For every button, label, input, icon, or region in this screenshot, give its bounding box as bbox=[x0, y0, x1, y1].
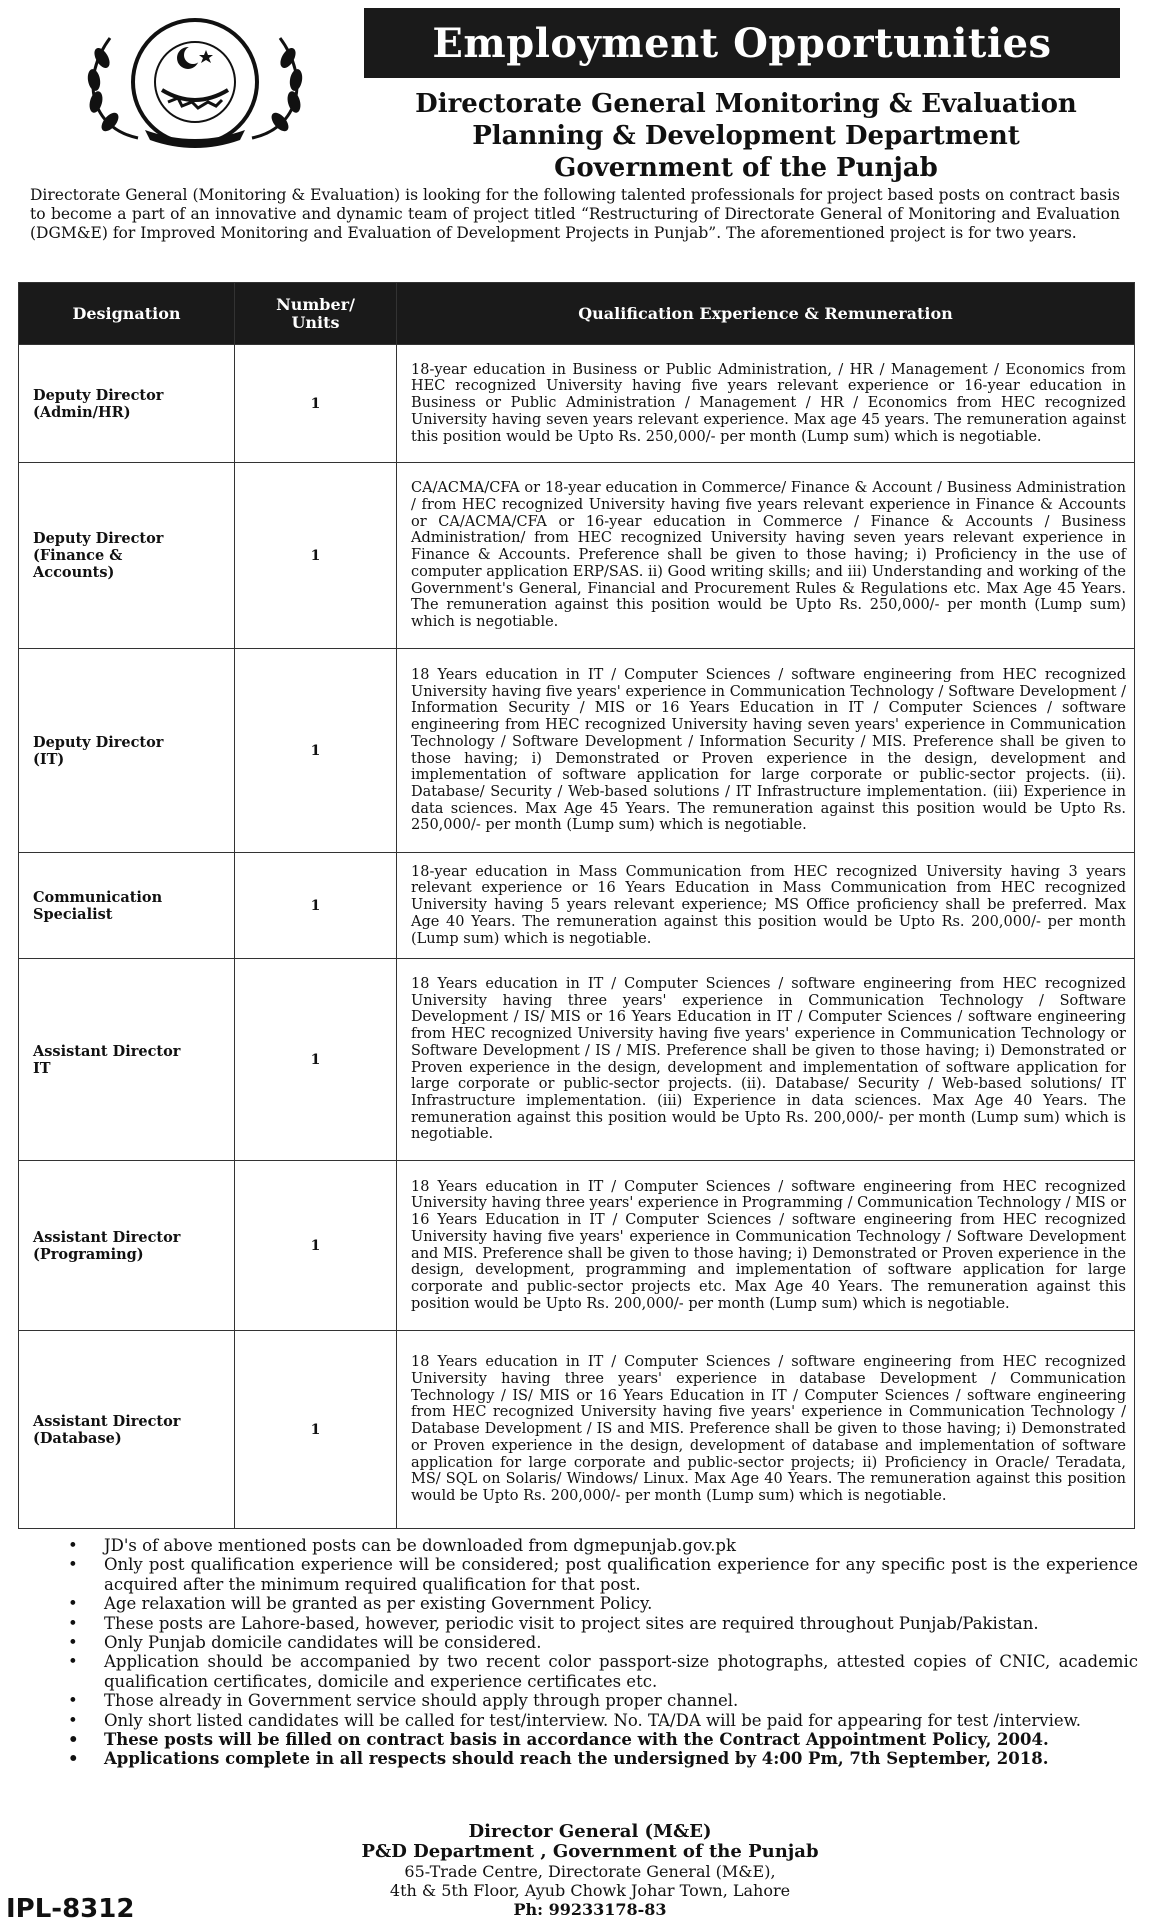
note-text: Only Punjab domicile candidates will be considered. bbox=[104, 1633, 542, 1653]
designation-cell bbox=[19, 463, 235, 649]
signature-block bbox=[300, 1822, 880, 1919]
designation-line: Deputy Director bbox=[33, 386, 164, 404]
list-item bbox=[68, 1555, 1138, 1594]
designation-cell bbox=[19, 1331, 235, 1529]
table-row bbox=[19, 1161, 1135, 1331]
bullet-icon: • bbox=[68, 1536, 78, 1555]
jobs-table bbox=[18, 282, 1135, 1529]
qualification-cell: 18-year education in Mass Communication from HEC recognized University having 3 years relevant experience or 16 Years Education in Mass Communication from HEC recognized University having 5 years relevant experience; MS Office proficiency shall be preferred. Max Age 40 Years. The remuneration against this position would be Upto Rs. 200,000/- per month (Lump sum) which is negotiable. bbox=[397, 853, 1135, 959]
designation-cell bbox=[19, 853, 235, 959]
qualification-cell: 18 Years education in IT / Computer Sciences / software engineering from HEC recognized University having five years' experience in Communication Technology / Software Development / Information Security / MIS or 16 Years Education in IT / Computer Sciences / software engineering from HEC recognized University having seven years' experience in Communication Technology / Software Development / Information Security / MIS. Preference shall be given to those having; i) Demonstrated or Proven experience in the design, development and implementation of software application for large corporate or public-sector projects. (ii). Database/ Security / Web-based solutions / IT Infrastructure implementation. (iii) Experience in data sciences. Max Age 45 Years. The remuneration against this position would be Upto Rs. 250,000/- per month (Lump sum) which is negotiable. bbox=[397, 649, 1135, 853]
bullet-icon: • bbox=[68, 1652, 78, 1672]
bullet-icon: • bbox=[68, 1730, 79, 1750]
org-line-3: Government of the Punjab bbox=[554, 153, 938, 183]
list-item bbox=[68, 1730, 1138, 1749]
designation-line: Specialist bbox=[33, 905, 113, 923]
note-text: JD's of above mentioned posts can be downloaded from dgmepunjab.gov.pk bbox=[104, 1536, 736, 1555]
designation-line: Assistant Director bbox=[33, 1228, 181, 1246]
list-item bbox=[68, 1594, 1138, 1613]
designation-line: Deputy Director bbox=[33, 733, 164, 751]
org-line-1: Directorate General Monitoring & Evaluation bbox=[415, 89, 1077, 119]
qualification-cell: 18 Years education in IT / Computer Sciences / software engineering from HEC recognized University having three years' experience in Communication Technology / Software Development / IS/ MIS or 16 Years Education in IT / Computer Sciences / software engineering from HEC recognized University having five years' experience in Communication Technology or Software Development / IS / MIS. Preference shall be given to those having; i) Demonstrated or Proven experience in the design, development and implementation of software application for large corporate or public-sector projects. (ii). Database/ Security / Web-based solutions/ IT Infrastructure implementation. (iii) Experience in data sciences. Max Age 40 Years. The remuneration against this position would be Upto Rs. 200,000/- per month (Lump sum) which is negotiable. bbox=[397, 959, 1135, 1161]
bullet-icon: • bbox=[68, 1710, 78, 1730]
designation-line: Assistant Director bbox=[33, 1042, 181, 1060]
signatory-title: Director General (M&E) bbox=[468, 1821, 712, 1842]
table-row bbox=[19, 853, 1135, 959]
units-cell: 1 bbox=[235, 345, 397, 463]
header-units: Units bbox=[291, 312, 340, 332]
qualification-cell: 18 Years education in IT / Computer Sciences / software engineering from HEC recognized University having three years' experience in database Development / Communication Technology / IS/ MIS or 16 Years Education in IT / Computer Sciences / software engineering from HEC recognized University having five years' experience in Communication Technology / Database Development / IS and MIS. Preference shall be given to those having; i) Demonstrated or Proven experience in the design, development of database and implementation of software application for large corporate and public-sector projects; ii) Proficiency in Oracle/ Teradata, MS/ SQL on Solaris/ Windows/ Linux. Max Age 40 Years. The remuneration against this position would be Upto Rs. 200,000/- per month (Lump sum) which is negotiable. bbox=[397, 1331, 1135, 1529]
designation-line: Communication bbox=[33, 888, 163, 906]
units-cell: 1 bbox=[235, 1161, 397, 1331]
list-item bbox=[68, 1652, 1138, 1691]
phone-number: Ph: 99233178-83 bbox=[513, 1900, 667, 1919]
page-title: Employment Opportunities bbox=[364, 8, 1120, 78]
table-header-row bbox=[19, 283, 1135, 345]
bullet-icon: • bbox=[68, 1594, 78, 1614]
bullet-icon: • bbox=[68, 1613, 78, 1633]
list-item bbox=[68, 1536, 1138, 1555]
designation-cell bbox=[19, 1161, 235, 1331]
units-cell: 1 bbox=[235, 463, 397, 649]
list-item bbox=[68, 1691, 1138, 1710]
designation-cell bbox=[19, 959, 235, 1161]
bullet-icon: • bbox=[68, 1691, 78, 1711]
note-text: Those already in Government service should apply through proper channel. bbox=[104, 1691, 739, 1711]
table-row bbox=[19, 1331, 1135, 1529]
note-text: Application should be accompanied by two recent color passport-size photographs, attested copies of CNIC, academic qualification certificates, domicile and experience certificates etc. bbox=[104, 1652, 1138, 1691]
designation-line: (Database) bbox=[33, 1429, 122, 1447]
note-text: Only short listed candidates will be called for test/interview. No. TA/DA will be paid for appearing for test /interview. bbox=[104, 1710, 1082, 1730]
designation-cell bbox=[19, 345, 235, 463]
designation-line: (Admin/HR) bbox=[33, 403, 131, 421]
table-row bbox=[19, 959, 1135, 1161]
seal-icon bbox=[50, 18, 340, 150]
note-text: These posts are Lahore-based, however, periodic visit to project sites are required throughout Punjab/Pakistan. bbox=[104, 1613, 1039, 1633]
organization-heading bbox=[360, 88, 1132, 184]
designation-line: (IT) bbox=[33, 750, 65, 768]
address-line-1: 65-Trade Centre, Directorate General (M&E), bbox=[404, 1862, 776, 1881]
designation-line: (Finance & bbox=[33, 547, 123, 564]
note-text: Applications complete in all respects should reach the undersigned by 4:00 Pm, 7th September, 2018. bbox=[104, 1749, 1049, 1769]
list-item bbox=[68, 1749, 1138, 1768]
bullet-icon: • bbox=[68, 1555, 78, 1575]
list-item bbox=[68, 1711, 1138, 1730]
table-row bbox=[19, 345, 1135, 463]
bullet-icon: • bbox=[68, 1633, 78, 1653]
header-qualification: Qualification Experience & Remuneration bbox=[397, 283, 1135, 345]
note-text: Age relaxation will be granted as per existing Government Policy. bbox=[104, 1594, 653, 1614]
qualification-cell: 18-year education in Business or Public Administration, / HR / Management / Economics from HEC recognized University having five years relevant experience or 16-year education in Business or Public Administration / Management / HR / Economics from HEC recognized University having seven years relevant experience. Max age 45 years. The remuneration against this position would be Upto Rs. 250,000/- per month (Lump sum) which is negotiable. bbox=[397, 345, 1135, 463]
signatory-department: P&D Department , Government of the Punjab bbox=[361, 1841, 819, 1862]
header-number: Number/ bbox=[276, 294, 355, 314]
address-line-2: 4th & 5th Floor, Ayub Chowk Johar Town, Lahore bbox=[389, 1881, 791, 1900]
reference-number: IPL-8312 bbox=[6, 1894, 135, 1924]
designation-line: IT bbox=[33, 1059, 51, 1077]
units-cell: 1 bbox=[235, 959, 397, 1161]
units-cell: 1 bbox=[235, 649, 397, 853]
table-row bbox=[19, 463, 1135, 649]
note-text: These posts will be filled on contract basis in accordance with the Contract Appointment Policy, 2004. bbox=[104, 1730, 1049, 1750]
government-seal-logo bbox=[50, 18, 340, 150]
qualification-cell: 18 Years education in IT / Computer Sciences / software engineering from HEC recognized University having three years' experience in Programming / Communication Technology / MIS or 16 Years Education in IT / Computer Sciences / software engineering from HEC recognized University having five years' experience in Communication Technology / Software Development and MIS. Preference shall be given to those having; i) Demonstrated or Proven experience in the design, development, programming and implementation of software application for large corporate and public-sector projects etc. Max Age 40 Years. The remuneration against this position would be Upto Rs. 200,000/- per month (Lump sum) which is negotiable. bbox=[397, 1161, 1135, 1331]
designation-cell bbox=[19, 649, 235, 853]
units-cell: 1 bbox=[235, 853, 397, 959]
intro-paragraph: Directorate General (Monitoring & Evaluation) is looking for the following talented professionals for project based posts on contract basis to become a part of an innovative and dynamic team of project titled “Restructuring of Directorate General of Monitoring and Evaluation (DGM&E) for Improved Monitoring and Evaluation of Development Projects in Punjab”. The aforementioned project is for two years. bbox=[30, 186, 1120, 242]
header-designation: Designation bbox=[19, 283, 235, 345]
header-number-units bbox=[235, 283, 397, 345]
bullet-icon: • bbox=[68, 1749, 79, 1769]
designation-line: (Programing) bbox=[33, 1245, 144, 1263]
org-line-2: Planning & Development Department bbox=[472, 121, 1020, 151]
list-item bbox=[68, 1633, 1138, 1652]
table-row bbox=[19, 649, 1135, 853]
designation-line: Deputy Director bbox=[33, 530, 164, 547]
designation-line: Assistant Director bbox=[33, 1412, 181, 1430]
designation-line: Accounts) bbox=[33, 564, 115, 581]
notes-list bbox=[68, 1536, 1138, 1769]
note-text: Only post qualification experience will be considered; post qualification experience for any specific post is the experience acquired after the minimum required qualification for that post. bbox=[104, 1555, 1138, 1594]
qualification-cell: CA/ACMA/CFA or 18-year education in Commerce/ Finance & Account / Business Administration / from HEC recognized University having five years relevant experience in Finance & Accounts or CA/ACMA/CFA or 16-year education in Commerce / Finance & Accounts / Business Administration/ from HEC recognized University having seven years relevant experience in Finance & Accounts. Preference shall be given to those having; i) Proficiency in the use of computer application ERP/SAS. ii) Good writing skills; and iii) Understanding and working of the Government's General, Financial and Procurement Rules & Regulations etc. Max Age 45 Years. The remuneration against this position would be Upto Rs. 250,000/- per month (Lump sum) which is negotiable. bbox=[397, 463, 1135, 649]
units-cell: 1 bbox=[235, 1331, 397, 1529]
list-item bbox=[68, 1614, 1138, 1633]
